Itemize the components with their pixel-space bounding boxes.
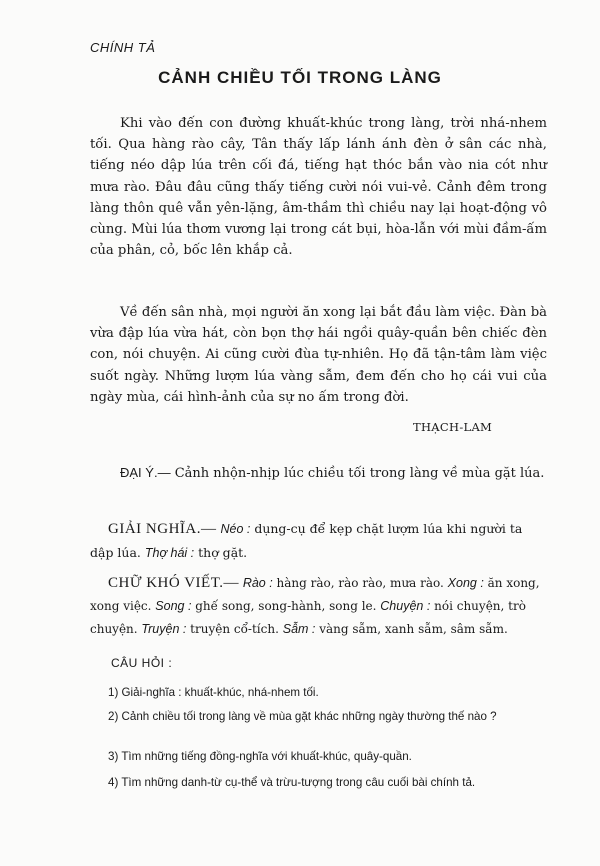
question-item: 1) Giải-nghĩa : khuất-khúc, nhá-nhem tối.	[108, 686, 319, 699]
main-idea-label: ĐẠI Ý.—	[120, 465, 171, 480]
spelling-term: Rào :	[242, 576, 273, 590]
glossary-definition: thợ gặt.	[194, 545, 248, 560]
section-label: CHÍNH TẢ	[90, 40, 156, 55]
spelling-term: Xong :	[447, 576, 484, 590]
spelling-examples: hàng rào, rào rào, mưa rào.	[272, 576, 448, 590]
spelling-term: Truyện :	[141, 622, 187, 636]
author-name: THẠCH-LAM	[413, 420, 493, 434]
glossary-label: GIẢI NGHĨA.—	[108, 521, 217, 537]
glossary-term: Thợ hái :	[144, 546, 195, 560]
spelling-term: Song :	[155, 599, 192, 613]
question-item: 4) Tìm những danh-từ cụ-thể và trừu-tượng trong câu cuối bài chính tả.	[108, 776, 476, 789]
spelling-examples: ghế song, song-hành, song le.	[191, 599, 381, 613]
spelling-examples: nói chuyện, trò chuyện.	[90, 599, 526, 636]
spelling-examples: vàng sẫm, xanh sẫm, sâm sẫm.	[315, 622, 508, 636]
spelling-examples: truyện cổ-tích.	[186, 622, 283, 636]
spelling-term: Chuyện :	[380, 599, 431, 613]
glossary-term: Néo :	[220, 522, 251, 536]
lesson-title: CẢNH CHIỀU TỐI TRONG LÀNG	[158, 68, 442, 87]
question-item: 2) Cảnh chiều tối trong làng về mùa gặt khác những ngày thường thế nào ?	[108, 710, 497, 723]
glossary	[90, 517, 547, 565]
glossary-definition: dụng-cụ để kẹp chặt lượm lúa khi người ta dập lúa.	[90, 521, 523, 560]
paragraph-1: Khi vào đến con đường khuất-khúc trong làng, trời nhá-nhem tối. Qua hàng rào cây, Tân thấy lấp lánh ánh đèn ở sân các nhà, tiếng néo dập lúa trên cối đá, tiếng hạt thóc bắn vào nia cót như mưa rào. Đâu đâu cũng thấy tiếng cười nói vui-vẻ. Cảnh đêm trong làng thôn quê vẫn yên-lặng, âm-thầm thì chiều nay lại hoạt-động vô cùng. Mùi lúa thơm vương lại trong cát bụi, hòa-lẫn với mùi đầm-ấm của phân, cỏ, bốc lên khắp cả.	[90, 116, 547, 259]
spelling-examples: ăn xong, xong việc.	[90, 576, 540, 613]
questions-heading: CÂU HỎI :	[111, 656, 173, 670]
paragraph-2: Về đến sân nhà, mọi người ăn xong lại bắt đầu làm việc. Đàn bà vừa đập lúa vừa hát, còn bọn thợ hái ngồi quây-quần bên chiếc đèn con, nói chuyện. Ai cũng cười đùa tự-nhiên. Họ đã tận-tâm làm việc suốt ngày. Những lượm lúa vàng sẫm, đem đến cho họ cái vui của ngày mùa, cái hình-ảnh của sự no ấm trong đời.	[90, 305, 547, 405]
spelling-term: Sẫm :	[282, 622, 316, 636]
spelling-words	[90, 572, 547, 641]
main-idea-text: Cảnh nhộn-nhịp lúc chiều tối trong làng về mùa gặt lúa.	[170, 466, 545, 481]
question-item: 3) Tìm những tiếng đồng-nghĩa với khuất-khúc, quây-quần.	[108, 750, 412, 763]
main-idea	[90, 462, 547, 484]
spelling-label: CHỮ KHÓ VIẾT.—	[108, 575, 239, 591]
